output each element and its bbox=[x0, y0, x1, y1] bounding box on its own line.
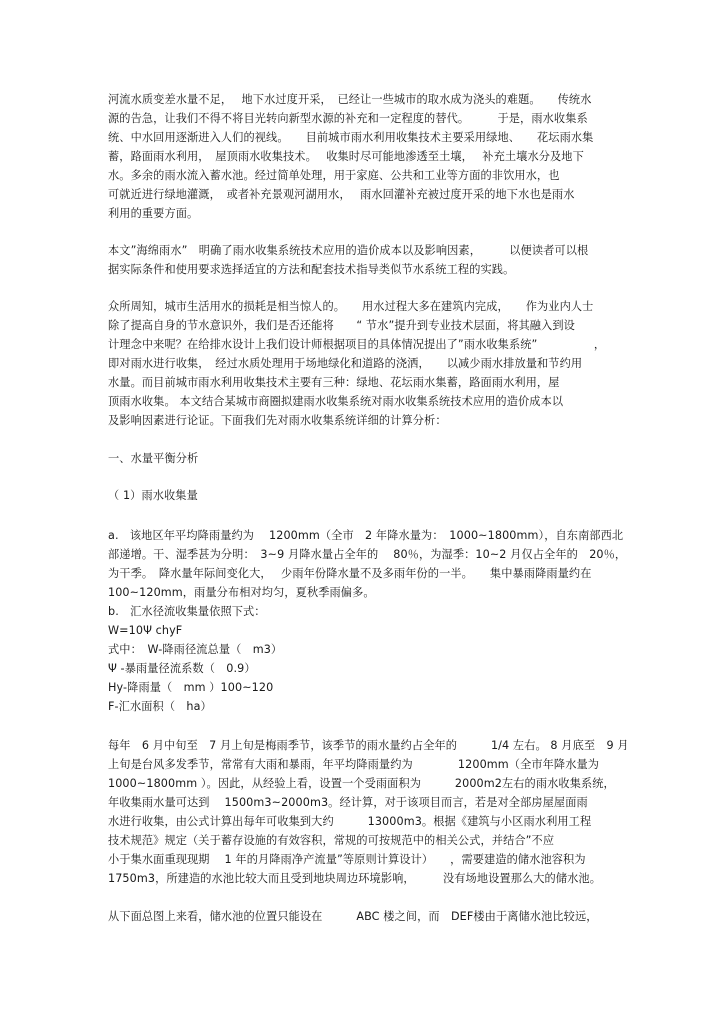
text-line: 水进行收集，由公式计算出每年可收集到大约 13000m3。根据《建筑与小区雨水利用工程 bbox=[108, 815, 592, 828]
text-line: 据实际条件和使用要求选择适宜的方法和配套技术指导类似节水系统工程的实践。 bbox=[108, 263, 515, 276]
text-line: 即对雨水进行收集， 经过水质处理用于场地绿化和道路的浇洒， 以减少雨水排放量和节约用 bbox=[108, 357, 583, 370]
text-line: 河流水质变差水量不足， 地下水过度开采， 已经让一些城市的取水成为浇头的难题。 传统水 bbox=[108, 93, 592, 106]
text-line: 技术规范》规定（关于蓄存设施的有效容积，常规的可按规范中的相关公式，并结合”不应 bbox=[108, 834, 555, 847]
section-heading: 一、水量平衡分析 bbox=[108, 452, 199, 465]
text-line: 可就近进行绿地灌溉， 或者补充景观河湖用水， 雨水回灌补充被过度开采的地下水也是雨水 bbox=[108, 188, 575, 201]
formula-legend: Hy-降雨量（ mm ）100~120 bbox=[108, 681, 274, 694]
text-line: 除了提高自身的节水意识外，我们是否还能将 “ 节水”提升到专业技术层面，将其融入到设 bbox=[108, 319, 575, 332]
formula-legend: Ψ -暴雨量径流系数（ 0.9） bbox=[108, 662, 256, 675]
text-line: 每年 6 月中旬至 7 月上旬是梅雨季节，该季节的雨水量约占全年的 1/4 左右。 8 月底至 9 月 bbox=[108, 739, 629, 752]
text-line: 100~120mm，雨量分布相对均匀，夏秋季雨偏多。 bbox=[108, 586, 375, 599]
text-line: 水。多余的雨水流入蓄水池。经过简单处理，用于家庭、公共和工业等方面的非饮用水，也 bbox=[108, 169, 560, 182]
text-line: 统、中水回用逐渐进入人们的视线。 目前城市雨水利用收集技术主要采用绿地、 花坛雨水集 bbox=[108, 131, 594, 144]
text-line: 水量。而目前城市雨水利用收集技术主要有三种：绿地、花坛雨水集蓄，路面雨水利用，屋 bbox=[108, 376, 560, 389]
text-line: 年收集雨水量可达到 1500m3~2000m3。经计算，对于该项目而言，若是对全部房屋屋面雨 bbox=[108, 796, 588, 809]
text-line: 源的告急，让我们不得不将目光转向新型水源的补充和一定程度的替代。 于是，雨水收集系 bbox=[108, 112, 588, 125]
text-line: 从下面总图上来看，储水池的位置只能设在 ABC 楼之间，而 DEF楼由于离储水池比较远， bbox=[108, 910, 598, 923]
formula-legend: 式中： W-降雨径流总量（ m3） bbox=[108, 643, 283, 656]
text-line: 部递增。干、湿季甚为分明： 3~9 月降水量占全年的 80％，为湿季：10~2 月仅占全年的 20％， bbox=[108, 548, 627, 561]
text-line: 及影响因素进行论证。下面我们先对雨水收集系统详细的计算分析： bbox=[108, 414, 447, 427]
formula: W=10Ψ chyF bbox=[108, 624, 183, 637]
text-line: 1750m3，所建造的水池比较大而且受到地块周边环境影响， 没有场地设置那么大的储水池。 bbox=[108, 872, 601, 885]
text-line: a. 该地区年平均降雨量约为 1200mm（全市 2 年降水量为： 1000~1800mm），自东南部西北 bbox=[108, 529, 624, 542]
text-line: 小于集水面重现现期 1 年的月降雨净产流量”等原则计算设计） ，需要建造的储水池容积为 bbox=[108, 853, 586, 866]
text-line: 利用的重要方面。 bbox=[108, 207, 199, 220]
text-line: 众所周知，城市生活用水的损耗是相当惊人的。 用水过程大多在建筑内完成， 作为业内人士 bbox=[108, 300, 594, 313]
text-line: 蓄，路面雨水利用， 屋顶雨水收集技术。 收集时尽可能地渗透至土壤， 补充土壤水分及地下 bbox=[108, 150, 584, 163]
subsection-heading: （ 1）雨水收集量 bbox=[108, 489, 198, 502]
formula-legend: F-汇水面积（ ha） bbox=[108, 700, 212, 713]
text-line: 上旬是台风多发季节，常常有大雨和暴雨，年平均降雨量约为 1200mm（全市年降水量为 bbox=[108, 758, 600, 771]
text-line: 1000~1800mm ）。因此，从经验上看，设置一个受雨面积为 2000m2左右的雨水收集系统， bbox=[108, 777, 615, 790]
text-line: 计理念中来呢？在给排水设计上我们设计师根据项目的具体情况提出了”雨水收集系统” ， bbox=[108, 338, 606, 351]
text-line: b. 汇水径流收集量依照下式： bbox=[108, 605, 266, 618]
text-line: 顶雨水收集。 本文结合某城市商圈拟建雨水收集系统对雨水收集系统技术应用的造价成本以 bbox=[108, 395, 564, 408]
text-line: 本文”海绵雨水” 明确了雨水收集系统技术应用的造价成本以及影响因素， 以便读者可以根 bbox=[108, 244, 589, 257]
text-line: 为干季。 降水量年际间变化大， 少雨年份降水量不及多雨年份的一半。 集中暴雨降雨量约在 bbox=[108, 567, 592, 580]
